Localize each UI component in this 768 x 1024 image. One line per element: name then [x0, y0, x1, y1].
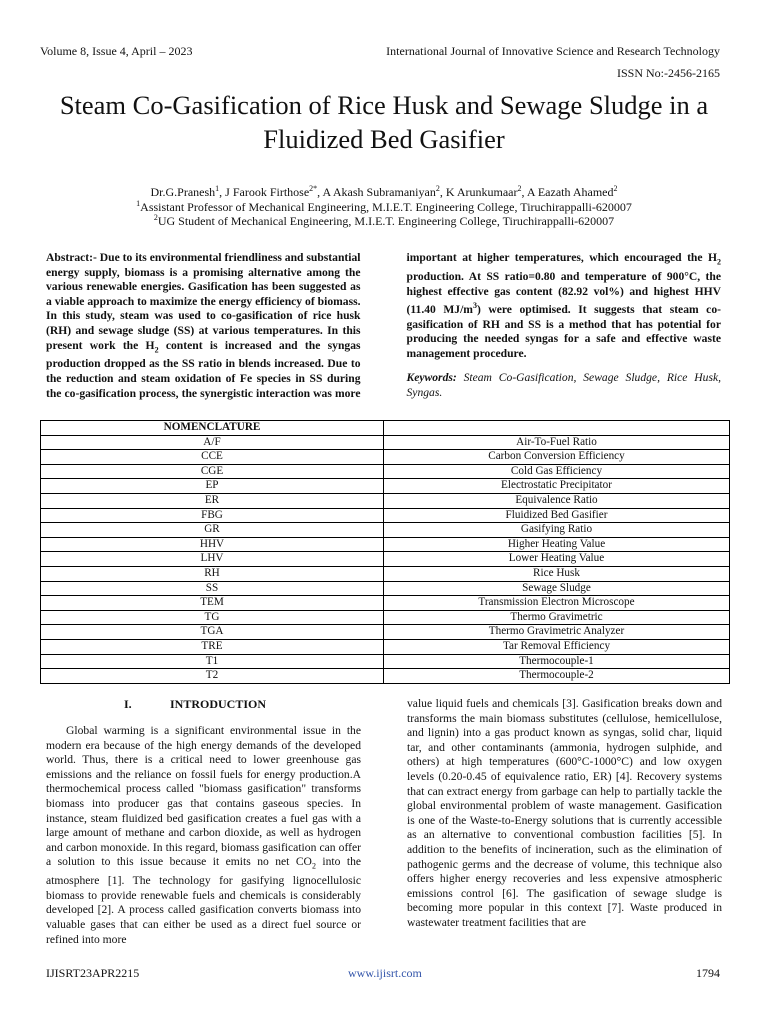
issn: ISSN No:-2456-2165: [616, 66, 720, 80]
table-row: [41, 523, 730, 538]
table-header-row: [41, 421, 730, 436]
definition-cell: Equivalence Ratio: [384, 493, 730, 508]
table-row: [41, 552, 730, 567]
table-row: [41, 508, 730, 523]
table-row: [41, 464, 730, 479]
abbreviation-cell: T1: [41, 654, 384, 669]
table-row: [41, 537, 730, 552]
definition-cell: Thermo Gravimetric: [384, 610, 730, 625]
nomenclature-heading-empty: [384, 421, 730, 436]
definition-cell: Lower Heating Value: [384, 552, 730, 567]
abbreviation-cell: SS: [41, 581, 384, 596]
table-row: [41, 669, 730, 684]
table-row: [41, 596, 730, 611]
definition-cell: Cold Gas Efficiency: [384, 464, 730, 479]
definition-cell: Transmission Electron Microscope: [384, 596, 730, 611]
table-row: [41, 479, 730, 494]
table-row: [41, 450, 730, 465]
table-row: [41, 610, 730, 625]
keywords: Keywords: Steam Co-Gasification, Sewage Sludge, Rice Husk, Syngas.: [406, 371, 721, 399]
nomenclature-table: [40, 420, 730, 684]
section-heading: INTRODUCTION: [170, 697, 267, 711]
section-number: I.: [124, 697, 132, 711]
table-row: [41, 654, 730, 669]
definition-cell: Gasifying Ratio: [384, 523, 730, 538]
intro-right-column: value liquid fuels and chemicals [3]. Gasification breaks down and transforms the main biomass substitutes (cellulose, hemicellulose, and lignin) into a gas product known as syngas, solid char, liquid tar, and other contaminants (ammonia, hydrogen sulphide, and others) at high temperatures (600°C-1000°C) and low oxygen levels (0.20-0.45 of equivalence ratio, ER) [4]. Recovery systems that can extract energy from garbage can help to partially tackle the global environmental problem of waste management. Gasification is one of the Waste-to-Energy solutions that is currently accessible as an alternative to conventional combustion facilities [5]. In addition to the benefits of incineration, such as the elimination of pathogenic germs and the decrease of volume, this technique also offers higher energy recoveries and less expensive atmospheric emissions control [6]. The gasification of sewage sludge is becoming more popular in this context [7]. Waste produced in wastewater treatment facilities that are: [407, 697, 722, 929]
affiliation-1: $^1$Assistant Professor of Mechanical Engineering, M.I.E.T. Engineering College, Tiruchirappalli-620007: [136, 199, 632, 214]
abbreviation-cell: GR: [41, 523, 384, 538]
table-row: [41, 625, 730, 640]
definition-cell: Electrostatic Precipitator: [384, 479, 730, 494]
table-row: [41, 435, 730, 450]
definition-cell: Sewage Sludge: [384, 581, 730, 596]
abbreviation-cell: T2: [41, 669, 384, 684]
abbreviation-cell: CCE: [41, 450, 384, 465]
footer-code: IJISRT23APR2215: [46, 966, 140, 980]
nomenclature-heading: NOMENCLATURE: [41, 421, 384, 436]
footer-url[interactable]: www.ijisrt.com: [348, 966, 422, 980]
issue-info: Volume 8, Issue 4, April – 2023: [40, 44, 193, 58]
definition-cell: Carbon Conversion Efficiency: [384, 450, 730, 465]
definition-cell: Rice Husk: [384, 566, 730, 581]
abbreviation-cell: FBG: [41, 508, 384, 523]
abbreviation-cell: TRE: [41, 639, 384, 654]
definition-cell: Fluidized Bed Gasifier: [384, 508, 730, 523]
abstract: Abstract:- Due to its environmental friendliness and substantial energy supply, biomass is a promising alternative among the various renewable energies. Gasification has been suggested as a viable approach to maximize the energy efficiency of biomass. In this study, steam was used to co-gasification of rice husk (RH) and sewage sludge (SS) at various temperatures. In this present work the $H_2$ content is increased and the syngas production dropped as the SS ratio in blends increased. Due to the reduction and steam oxidation of Fe species in SS during the co-gasification process, the synergistic interaction was more important at higher temperatures, which encouraged the $H_2$ production. At SS ratio=0.80 and temperature of 900°C, the highest effective gas content (82.92 vol%) and highest HHV (11.40 $MJ/m^3$) were optimised. It suggests that steam co-gasification of RH and SS is a method that has potential for producing the needed syngas for a safe and effective waste management procedure. Keywords: Steam Co-Gasification, Sewage Sludge, Rice Husk, Syngas.: [46, 251, 721, 400]
definition-cell: Air-To-Fuel Ratio: [384, 435, 730, 450]
table-row: [41, 566, 730, 581]
definition-cell: Higher Heating Value: [384, 537, 730, 552]
definition-cell: Tar Removal Efficiency: [384, 639, 730, 654]
definition-cell: Thermo Gravimetric Analyzer: [384, 625, 730, 640]
paper-title: Steam Co-Gasification of Rice Husk and Sewage Sludge in a Fluidized Bed Gasifier: [59, 90, 709, 154]
journal-name: International Journal of Innovative Science and Research Technology: [386, 44, 720, 58]
abbreviation-cell: HHV: [41, 537, 384, 552]
page-number: 1794: [696, 966, 720, 980]
abbreviation-cell: TEM: [41, 596, 384, 611]
table-row: [41, 581, 730, 596]
abstract-label: Abstract:-: [46, 251, 97, 264]
abbreviation-cell: EP: [41, 479, 384, 494]
abbreviation-cell: RH: [41, 566, 384, 581]
affiliation-2: $^2$UG Student of Mechanical Engineering, M.I.E.T. Engineering College, Tiruchirappalli-620007: [153, 213, 615, 228]
abbreviation-cell: CGE: [41, 464, 384, 479]
table-row: [41, 639, 730, 654]
abbreviation-cell: TGA: [41, 625, 384, 640]
abbreviation-cell: ER: [41, 493, 384, 508]
definition-cell: Thermocouple-1: [384, 654, 730, 669]
definition-cell: Thermocouple-2: [384, 669, 730, 684]
intro-left-column: Global warming is a significant environmental issue in the modern era because of the high energy demands of the developed world. Thus, there is a critical need to lower greenhouse gas emissions and the reliance on fossil fuels for energy production.A thermochemical process called "biomass gasification" transforms biomass into producer gas that contains gaseous species. In instance, steam fluidized bed gasification creates a fuel gas with a large amount of methane and carbon dioxide, as well as hydrogen and carbon monoxide. In this regard, biomass gasification can offer a solution to this issue because it emits no net $CO_2$ into the atmosphere [1]. The technology for gasifying lignocellulosic biomass to provide renewable fuels and chemicals is considerably developed [2]. A process called gasification converts biomass into valuable gases that can either be used as a direct fuel source or refined into more: [46, 724, 362, 946]
abbreviation-cell: LHV: [41, 552, 384, 567]
abbreviation-cell: TG: [41, 610, 384, 625]
author-list: Dr.G.Pranesh$^1$, J Farook Firthose$^{2*}$, A Akash Subramaniyan$^2$, K Arunkumaar$^2$, A Eazath Ahamed$^2$: [150, 184, 618, 199]
abbreviation-cell: A/F: [41, 435, 384, 450]
table-row: [41, 493, 730, 508]
